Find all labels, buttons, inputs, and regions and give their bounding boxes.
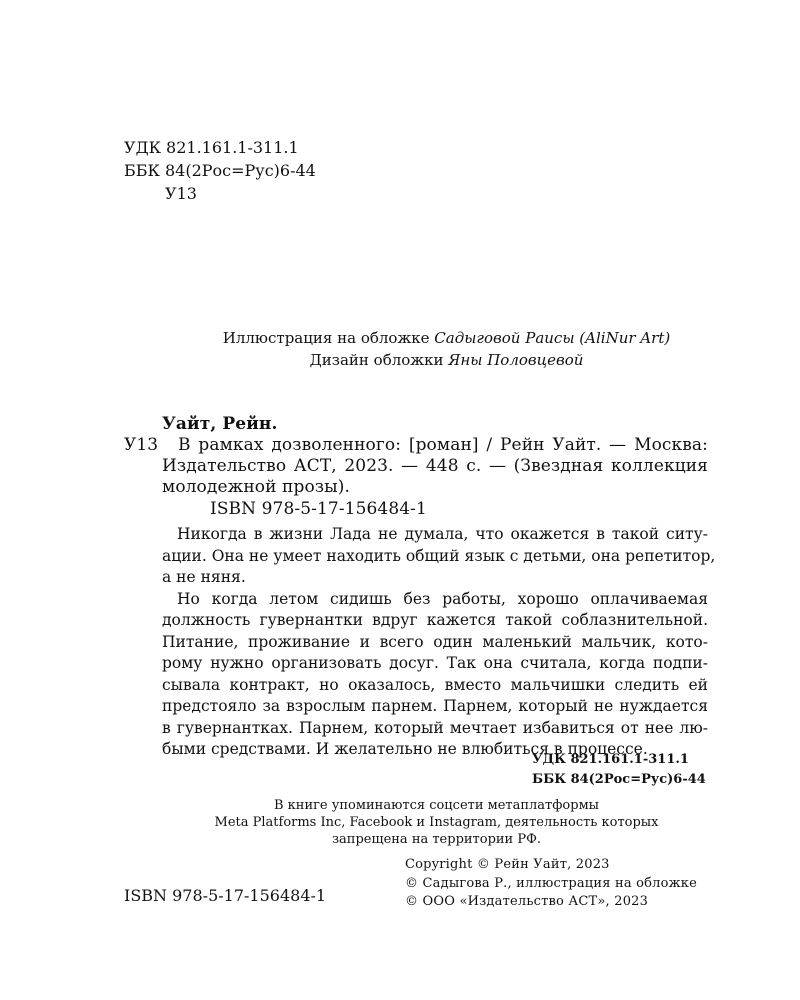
- annotation-line: в гувернантках. Парнем, который мечтает избавиться от нее лю-: [162, 718, 708, 737]
- copyright-line-3: © ООО «Издательство АСТ», 2023: [405, 894, 649, 909]
- meta-notice-line-3: запрещена на территории РФ.: [331, 832, 542, 847]
- udk-code: УДК 821.161.1-311.1: [124, 138, 299, 157]
- cover-illustration-credit: [0, 327, 800, 349]
- bib-isbn: ISBN 978-5-17-156484-1: [210, 499, 427, 519]
- bib-line-2: Издательство АСТ, 2023. — 448 с. — (Звездная коллекция: [162, 456, 708, 476]
- annotation-line: а не няня.: [162, 568, 246, 586]
- annotation-line: ации. Она не умеет находить общий язык с детьми, она репетитор,: [162, 546, 716, 565]
- annotation-line: сывала контракт, но оказалось, вместо мальчишки следить ей: [162, 675, 708, 694]
- bib-author-mark: У13: [124, 435, 159, 455]
- udk-code-bottom: УДК 821.161.1-311.1: [532, 752, 689, 767]
- copyright-line-2: © Садыгова Р., иллюстрация на обложке: [405, 875, 698, 891]
- copyright-block: [405, 856, 697, 912]
- bbk-code: ББК 84(2Рос=Рус)6-44: [124, 161, 316, 180]
- bib-author: Уайт, Рейн.: [162, 414, 278, 434]
- annotation: [162, 524, 716, 761]
- annotation-line: Питание, проживание и всего один маленький мальчик, кото-: [162, 632, 708, 651]
- annotation-line: быми средствами. И желательно не влюбиться в процессе.: [162, 740, 648, 758]
- author-mark: У13: [165, 184, 197, 203]
- annotation-line: Но когда летом сидишь без работы, хорошо оплачиваемая: [177, 589, 708, 608]
- bbk-code-bottom: ББК 84(2Рос=Рус)6-44: [532, 772, 706, 787]
- annotation-line: предстояло за взрослым парнем. Парнем, который не нуждается: [162, 697, 708, 715]
- footer-isbn: ISBN 978-5-17-156484-1: [124, 886, 327, 905]
- meta-notice: [180, 797, 693, 848]
- cover-design-label: Дизайн обложки: [309, 351, 444, 369]
- cover-illustration-label: Иллюстрация на обложке: [222, 329, 430, 347]
- annotation-line: рому нужно организовать досуг. Так она считала, когда подпи-: [162, 654, 708, 672]
- annotation-line: должность гувернантки вдруг кажется такой соблазнительной.: [162, 611, 708, 629]
- cover-design-name: Яны Половцевой: [448, 351, 584, 369]
- annotation-line: Никогда в жизни Лада не думала, что окажется в такой ситу-: [177, 525, 708, 543]
- cover-design-credit: [0, 349, 800, 371]
- cover-illustration-name: Садыговой Раисы (AliNur Art): [434, 329, 671, 347]
- bib-line-1: В рамках дозволенного: [роман] / Рейн Уайт. — Москва:: [178, 435, 708, 455]
- meta-notice-line-2: Meta Platforms Inc, Facebook и Instagram, деятельность которых: [214, 815, 659, 830]
- meta-notice-line-1: В книге упоминаются соцсети метаплатформы: [273, 798, 600, 813]
- copyright-line-1: Copyright © Рейн Уайт, 2023: [405, 857, 610, 872]
- bib-line-3: молодежной прозы).: [162, 477, 351, 497]
